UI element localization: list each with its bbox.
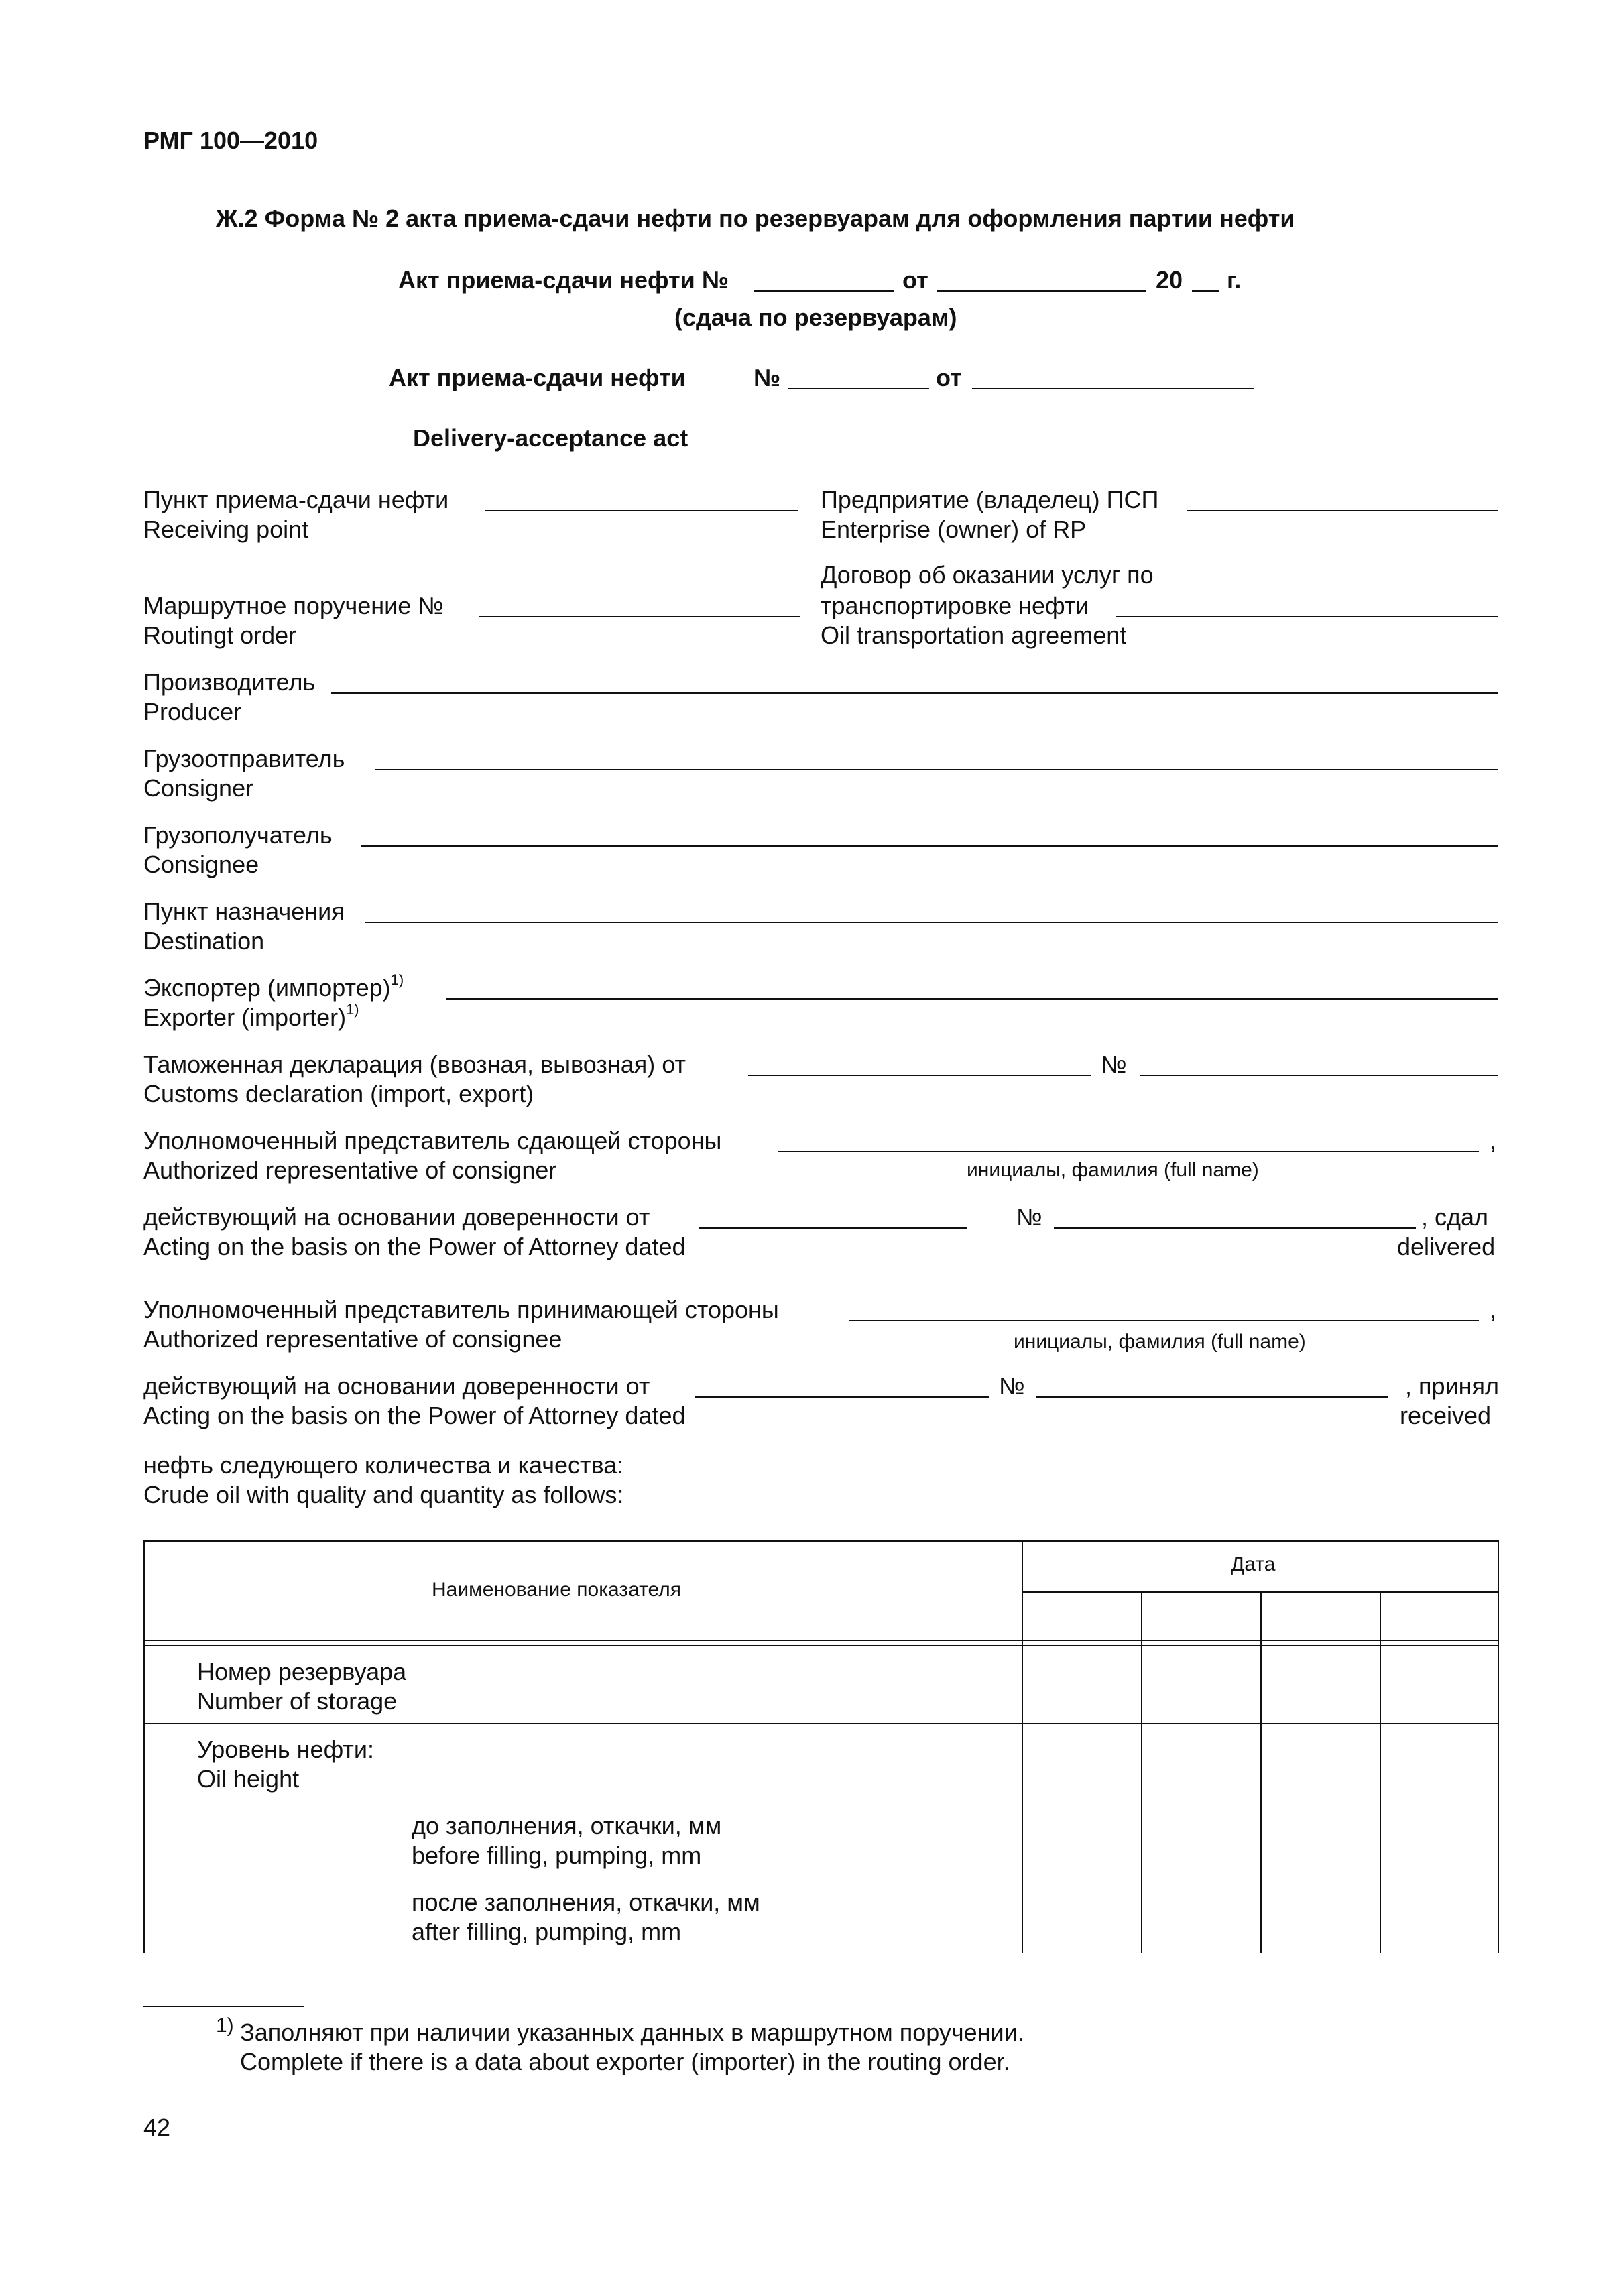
destination-label-en: Destination [143,927,265,955]
exporter-label: Экспортер (импортер)$^{1)}$ [143,971,404,1002]
producer-label-en: Producer [143,698,242,725]
footnote-ref-en: 1) [346,1001,359,1018]
poa-delivered-label-en: Acting on the basis on the Power of Attorney dated [143,1233,686,1260]
storage-label: Номер резервуара [197,1658,407,1685]
poa-delivered-date-field[interactable] [699,1227,967,1229]
poa-delivered-number-field[interactable] [1054,1227,1416,1229]
consignee-label-en: Consignee [143,851,259,878]
customs-label-en: Customs declaration (import, export) [143,1080,534,1107]
enterprise-label: Предприятие (владелец) ПСП [821,486,1159,513]
table-header-name: Наименование показателя [432,1579,681,1601]
height-label: Уровень нефти: [197,1736,375,1763]
table-col-divider-1 [1141,1591,1142,1953]
rep-consignor-hint: инициалы, фамилия (full name) [967,1159,1259,1181]
table-col-divider-2 [1260,1591,1262,1953]
route-field[interactable] [479,616,800,617]
delivered-label-en: delivered [1397,1233,1496,1260]
height-label-en: Oil height [197,1765,300,1793]
act-title-2-label: Акт приема-сдачи нефти [389,364,686,391]
rep-consignee-label-en: Authorized representative of consignee [143,1325,562,1353]
destination-label: Пункт назначения [143,898,345,925]
act-2-no-label: № [754,364,781,391]
poa-delivered-no-label: № [1016,1203,1042,1231]
table-header-date: Дата [1231,1553,1276,1575]
after-label: после заполнения, откачки, мм [412,1888,760,1916]
enterprise-label-en: Enterprise (owner) of RP [821,516,1087,543]
rep-consignee-field[interactable] [849,1320,1479,1321]
act-year-label: 20 [1156,266,1183,294]
table-header-line-2 [143,1645,1499,1646]
receiving-point-label: Пункт приема-сдачи нефти [143,486,449,513]
footnote-text-en: Complete if there is a data about exporter (importer) in the routing order. [240,2048,1010,2075]
route-label-en: Routingt order [143,621,297,649]
contract-label-1: Договор об оказании услуг по [821,561,1154,589]
contract-field[interactable] [1116,616,1498,617]
customs-date-field[interactable] [748,1075,1091,1076]
doc-code: РМГ 100—2010 [143,127,318,154]
rep-consignor-field[interactable] [778,1151,1479,1152]
contract-label-2: транспортировке нефти [821,592,1089,619]
consignor-field[interactable] [375,769,1498,770]
receiving-point-field[interactable] [485,510,798,511]
rep-consignor-label-en: Authorized representative of consigner [143,1156,557,1184]
exporter-label-en: Exporter (importer)$^{1)}$ [143,1001,359,1031]
contract-label-en: Oil transportation agreement [821,621,1127,649]
receiving-point-label-en: Receiving point [143,516,309,543]
footnote-mark: 1) [216,2014,234,2037]
before-label-en: before filling, pumping, mm [412,1841,702,1869]
footnote-ref: 1) [390,971,404,988]
act-ot-label: от [902,266,928,294]
producer-label: Производитель [143,668,316,696]
act-title-label: Акт приема-сдачи нефти № [398,266,729,294]
act-number-line[interactable] [754,290,894,292]
table-col-divider-3 [1380,1591,1381,1953]
act-year-line[interactable] [1192,290,1219,292]
act-2-number-line[interactable] [788,388,929,389]
table-row-divider [143,1723,1499,1724]
consignee-label: Грузополучатель [143,821,333,849]
poa-received-number-field[interactable] [1036,1396,1388,1398]
route-label: Маршрутное поручение № [143,592,444,619]
producer-field[interactable] [331,692,1498,694]
footnote-separator [143,2006,304,2007]
after-label-en: after filling, pumping, mm [412,1918,682,1945]
rep-consignee-comma: , [1490,1296,1497,1323]
storage-label-en: Number of storage [197,1687,398,1715]
consignor-label-en: Consigner [143,774,254,802]
customs-label: Таможенная декларация (ввозная, вывозная) от [143,1050,686,1078]
customs-number-field[interactable] [1140,1075,1498,1076]
table-col-divider-name [1022,1540,1023,1953]
rep-consignor-comma: , [1490,1127,1497,1154]
customs-no-label: № [1101,1050,1127,1078]
act-2-ot-label: от [936,364,962,391]
enterprise-field[interactable] [1187,510,1498,511]
rep-consignor-label: Уполномоченный представитель сдающей стороны [143,1127,722,1154]
poa-received-no-label: № [999,1372,1025,1400]
consignee-field[interactable] [361,845,1498,847]
received-label: , принял [1405,1372,1500,1400]
destination-field[interactable] [365,922,1498,923]
act-g-label: г. [1227,266,1242,294]
delivered-label: , сдал [1421,1203,1489,1231]
act-subtitle: (сдача по резервуарам) [674,304,957,331]
poa-received-label: действующий на основании доверенности от [143,1372,650,1400]
poa-received-label-en: Acting on the basis on the Power of Attorney dated [143,1402,686,1429]
poa-received-date-field[interactable] [695,1396,989,1398]
act-title-en: Delivery-acceptance act [413,424,688,452]
quality-label-en: Crude oil with quality and quantity as follows: [143,1481,624,1508]
footnote-text: Заполняют при наличии указанных данных в маршрутном поручении. [240,2018,1024,2046]
table-header-line-1 [143,1640,1499,1641]
form-title: Ж.2 Форма № 2 акта приема-сдачи нефти по резервуарам для оформления партии нефти [216,204,1295,232]
rep-consignee-hint: инициалы, фамилия (full name) [1014,1331,1306,1353]
consignor-label: Грузоотправитель [143,745,345,772]
table-border-top [143,1540,1499,1542]
act-date-line[interactable] [937,290,1146,292]
received-label-en: received [1400,1402,1492,1429]
before-label: до заполнения, откачки, мм [412,1812,722,1839]
poa-delivered-label: действующий на основании доверенности от [143,1203,650,1231]
page-number: 42 [143,2114,171,2141]
rep-consignee-label: Уполномоченный представитель принимающей стороны [143,1296,779,1323]
table-border-right [1498,1540,1499,1953]
quality-label: нефть следующего количества и качества: [143,1451,624,1479]
exporter-field[interactable] [446,998,1498,1000]
act-2-date-line[interactable] [972,388,1254,389]
table-border-left [143,1540,145,1953]
